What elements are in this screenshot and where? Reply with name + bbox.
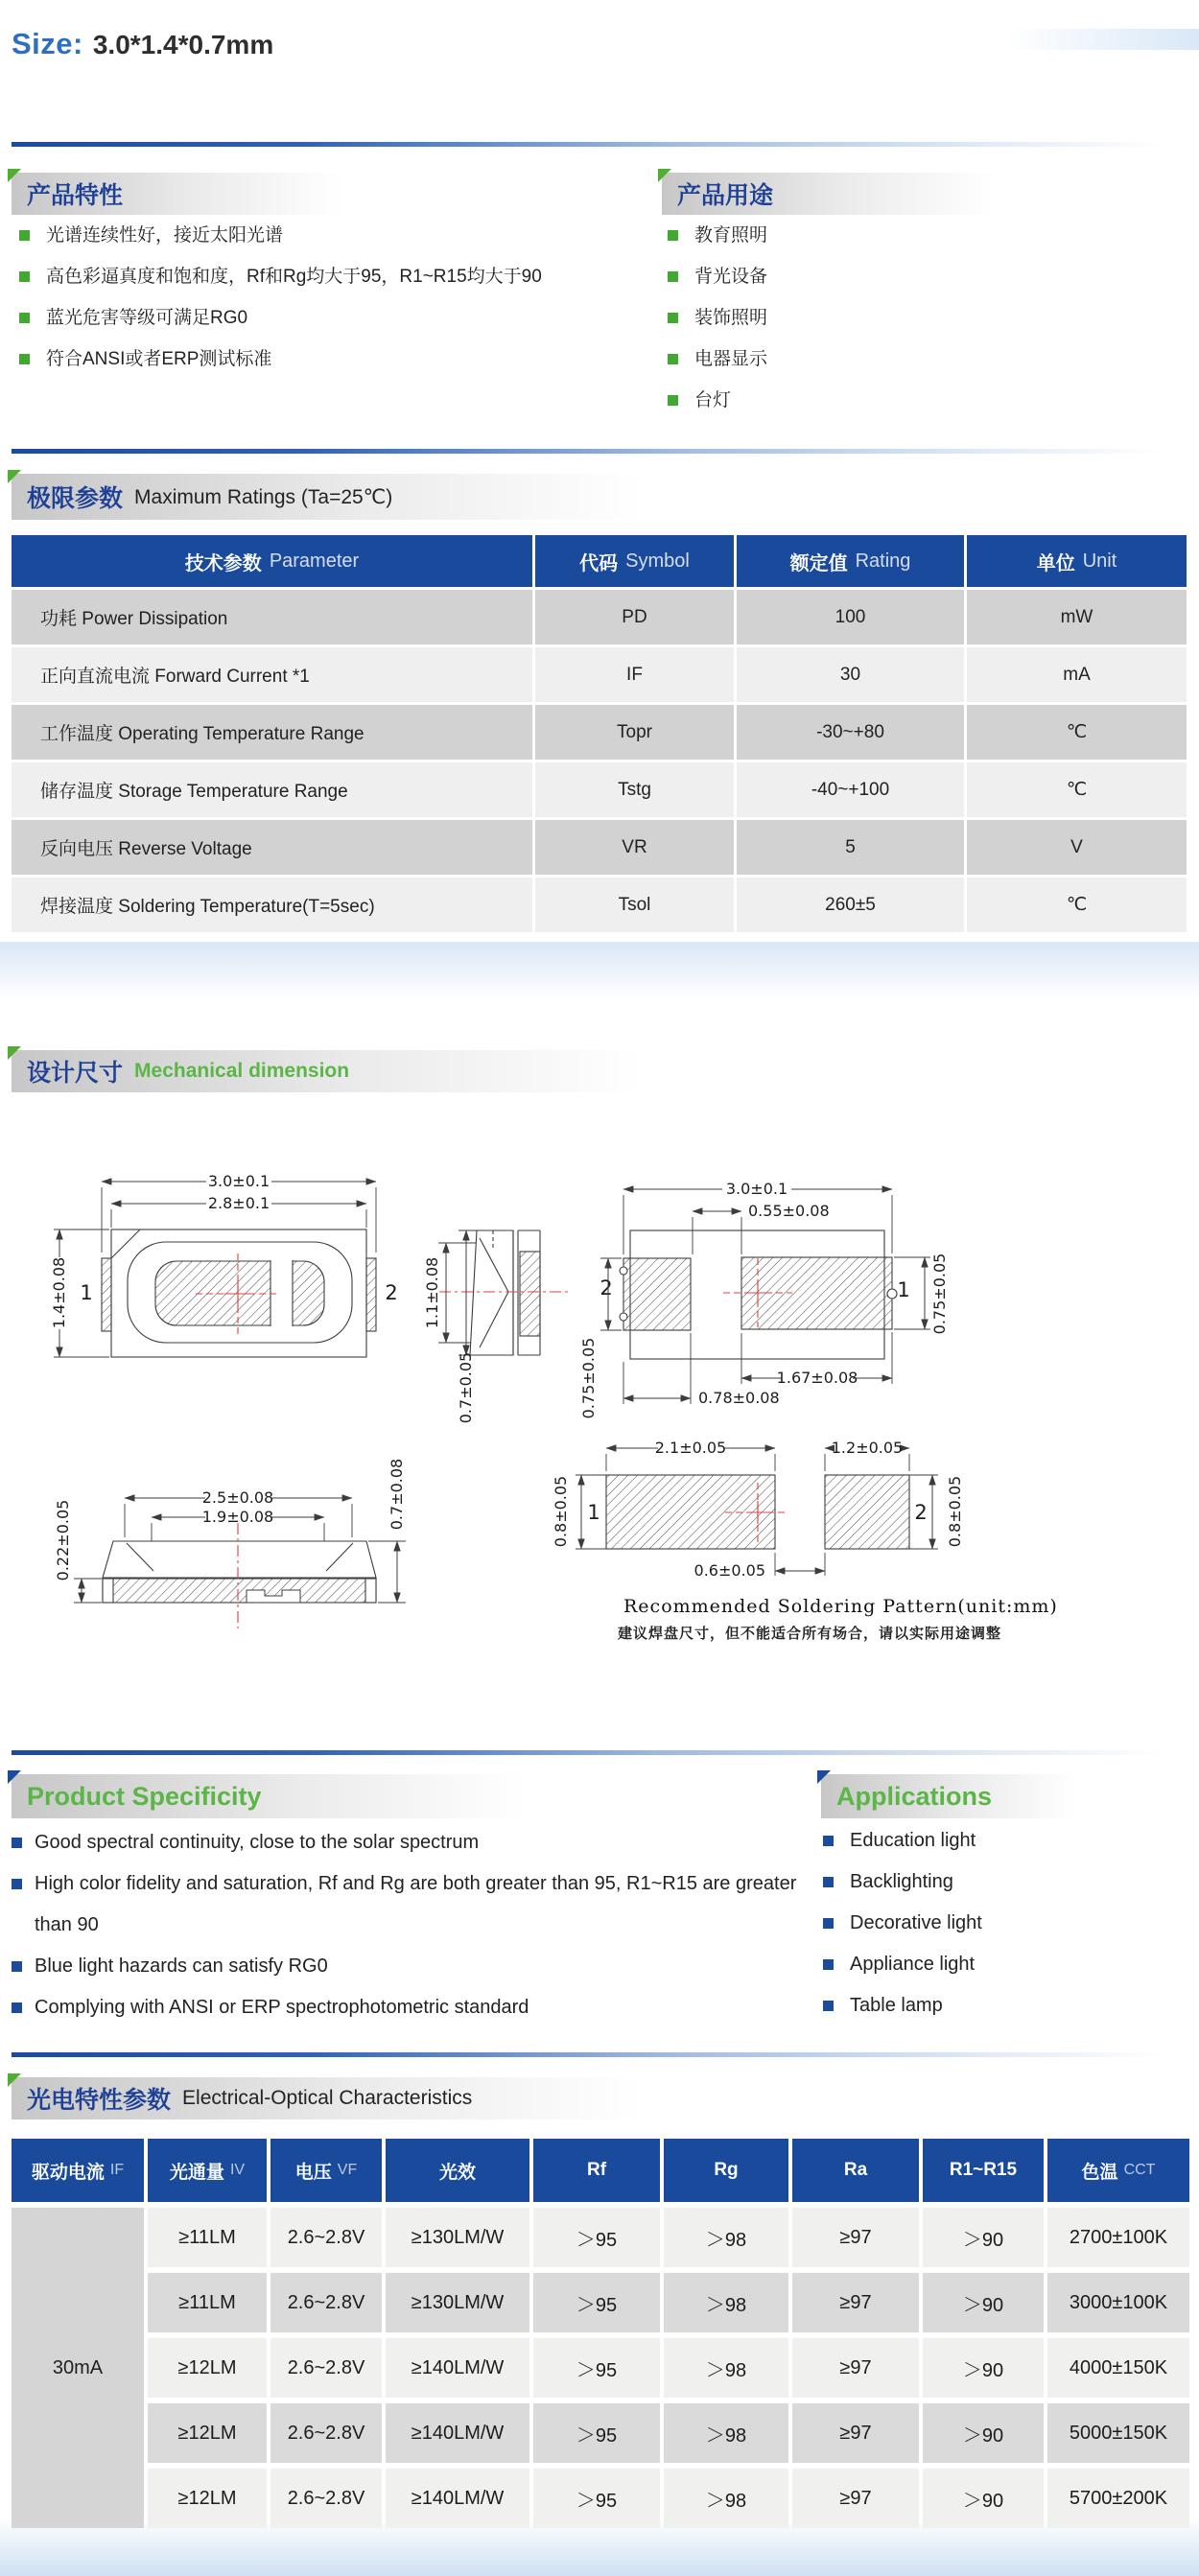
table-cell: Tsol (535, 878, 734, 932)
specificity-list (12, 1822, 822, 2028)
dim-label: 1.1±0.08 (423, 1256, 441, 1329)
uses-list (666, 215, 1069, 421)
use-text: 教育照明 (694, 225, 768, 246)
bullet-square-icon (668, 230, 678, 241)
list-item (821, 1820, 1166, 1862)
header-en: Unit (1082, 550, 1117, 572)
table-cell: ≥12LM (148, 2469, 267, 2528)
table-cell: ≥12LM (148, 2403, 267, 2463)
table-cell: 反向电压 Reverse Voltage (12, 820, 532, 875)
bullet-square-icon (12, 2002, 22, 2013)
bullet-square-icon (12, 1838, 22, 1848)
dim-label: 0.22±0.05 (54, 1499, 72, 1581)
column-header (737, 535, 964, 587)
spec-text: High color fidelity and saturation, Rf and Rg are both greater than 95, R1~R15 are greater than 90 (35, 1873, 797, 1935)
table-cell: ≥11LM (148, 2208, 267, 2267)
bullet-square-icon (19, 313, 30, 323)
table-cell: ＞95 (533, 2208, 660, 2267)
table-cell: IF (535, 647, 734, 702)
column-header (12, 2139, 144, 2202)
bullet-square-icon (668, 395, 678, 406)
header-en: IF (109, 2162, 125, 2178)
drawing-top-view (35, 1143, 428, 1373)
divider (12, 2052, 1187, 2057)
dim-label: 2.5±0.08 (201, 1488, 274, 1507)
corner-accent-icon (817, 1770, 831, 1784)
table-cell: ℃ (967, 705, 1187, 760)
solder-caption-cn: 建议焊盘尺寸，但不能适合所有场合，请以实际用途调整 (618, 1626, 1002, 1642)
application-text: Appliance light (850, 1954, 976, 1975)
table-cell: 5 (737, 820, 964, 875)
table-cell: ≥140LM/W (386, 2403, 529, 2463)
application-text: Backlighting (850, 1871, 953, 1892)
table-cell: 2.6~2.8V (270, 2208, 382, 2267)
header-en: VF (337, 2162, 358, 2178)
drive-current-cell: 30mA (12, 2208, 144, 2528)
header-cn: 技术参数 (184, 552, 262, 574)
table-cell: ＞90 (923, 2403, 1044, 2463)
header-cn: 额定值 (789, 552, 848, 574)
table-cell: 260±5 (737, 878, 964, 932)
header-cn: Rg (714, 2160, 739, 2180)
use-text: 背光设备 (694, 267, 768, 287)
pin-label: 2 (600, 1276, 613, 1300)
list-item (12, 339, 625, 380)
table-cell: 2.6~2.8V (270, 2273, 382, 2332)
pin-label: 1 (897, 1278, 910, 1301)
header-cn: Rf (586, 2160, 607, 2180)
pin-label: 1 (80, 1281, 93, 1304)
bullet-square-icon (823, 1918, 834, 1929)
corner-accent-icon (8, 2073, 21, 2087)
corner-accent-icon (658, 169, 671, 182)
bullet-square-icon (668, 271, 678, 282)
table-cell: 功耗 Power Dissipation (12, 590, 532, 644)
electro-title-cn: 光电特性参数 (27, 2087, 172, 2114)
column-header (270, 2139, 382, 2202)
table-cell: ≥130LM/W (386, 2273, 529, 2332)
table-cell: ≥97 (792, 2403, 919, 2463)
column-header (792, 2139, 919, 2202)
drawing-side-view (422, 1184, 595, 1426)
bullet-square-icon (19, 230, 30, 241)
dim-label: 3.0±0.1 (725, 1180, 788, 1198)
dim-label: 0.7±0.08 (388, 1458, 406, 1531)
list-item (12, 215, 625, 256)
header-cn: 单位 (1036, 552, 1075, 574)
table-cell: ℃ (967, 878, 1187, 932)
dim-label: 2.8±0.1 (207, 1194, 270, 1212)
dim-label: 0.8±0.05 (946, 1475, 964, 1548)
header-en: IV (229, 2162, 246, 2178)
corner-accent-icon (8, 1770, 21, 1784)
list-item (12, 1946, 822, 1987)
column-header (535, 535, 734, 587)
dim-label: 0.78±0.08 (698, 1389, 780, 1407)
table-cell: 2700±100K (1047, 2208, 1189, 2267)
drawing-solder-pattern (549, 1421, 1057, 1594)
dim-label: 0.75±0.05 (930, 1253, 949, 1335)
corner-accent-icon (8, 169, 21, 182)
dim-label: 1.67±0.08 (776, 1369, 858, 1387)
list-item (12, 256, 625, 297)
column-header (1047, 2139, 1189, 2202)
header-cn: 驱动电流 (31, 2162, 105, 2183)
table-cell: mA (967, 647, 1187, 702)
section-header-mechanical (12, 1050, 641, 1092)
list-item (666, 256, 1069, 297)
electro-title-en: Electrical-Optical Characteristics (182, 2087, 473, 2109)
table-cell: VR (535, 820, 734, 875)
dim-label: 1.9±0.08 (201, 1508, 274, 1526)
column-header (967, 535, 1187, 587)
header-cn: 色温 (1081, 2162, 1118, 2183)
bullet-square-icon (823, 2001, 834, 2011)
table-cell: ≥12LM (148, 2338, 267, 2398)
bullet-square-icon (19, 271, 30, 282)
feature-text: 高色彩逼真度和饱和度，Rf和Rg均大于95，R1~R15均大于90 (46, 267, 542, 287)
list-item (666, 339, 1069, 380)
section-header-features (12, 173, 343, 215)
column-header (664, 2139, 788, 2202)
section-header-electro (12, 2077, 641, 2119)
bullet-square-icon (823, 1836, 834, 1846)
bullet-square-icon (823, 1959, 834, 1970)
uses-title: 产品用途 (677, 182, 774, 209)
table-cell: 2.6~2.8V (270, 2403, 382, 2463)
corner-accent-icon (8, 470, 21, 483)
base-plate (103, 1579, 376, 1603)
spec-text: Good spectral continuity, close to the solar spectrum (35, 1832, 480, 1853)
table-cell: 5700±200K (1047, 2469, 1189, 2528)
use-text: 台灯 (694, 390, 732, 410)
table-cell: 2.6~2.8V (270, 2338, 382, 2398)
bullet-square-icon (12, 1961, 22, 1972)
use-text: 装饰照明 (694, 308, 768, 328)
led-body-outline (103, 1541, 376, 1578)
top-blue-streak (1007, 29, 1199, 50)
solder-caption-en: Recommended Soldering Pattern(unit:mm) (623, 1596, 1058, 1617)
section-header-applications (821, 1774, 1076, 1818)
divider (12, 142, 1187, 147)
column-header (533, 2139, 660, 2202)
pad-2 (623, 1258, 691, 1330)
table-cell: ≥97 (792, 2338, 919, 2398)
pin-label: 2 (914, 1501, 928, 1524)
table-cell: 30 (737, 647, 964, 702)
header-cn: R1~R15 (949, 2160, 1018, 2180)
mechanical-title-en: Mechanical dimension (134, 1060, 350, 1082)
table-cell: ＞95 (533, 2469, 660, 2528)
list-item (666, 297, 1069, 339)
table-cell: ＞95 (533, 2273, 660, 2332)
dim-label: 0.7±0.05 (457, 1351, 475, 1424)
use-text: 电器显示 (694, 349, 768, 369)
dim-label: 0.55±0.08 (748, 1202, 830, 1220)
list-item (12, 1863, 822, 1946)
table-cell: ＞90 (923, 2338, 1044, 2398)
dim-label: 0.6±0.05 (694, 1561, 765, 1580)
application-text: Table lamp (850, 1995, 943, 2016)
corner-accent-icon (8, 1046, 21, 1060)
mid-blue-wash (0, 942, 1199, 999)
list-item (821, 1862, 1166, 1903)
specificity-title: Product Specificity (27, 1781, 262, 1811)
application-text: Education light (850, 1830, 976, 1851)
feature-text: 符合ANSI或者ERP测试标准 (46, 349, 272, 369)
table-cell: ≥97 (792, 2469, 919, 2528)
table-cell: 工作温度 Operating Temperature Range (12, 705, 532, 760)
header-en: Rating (855, 550, 911, 572)
table-cell: ≥140LM/W (386, 2469, 529, 2528)
table-cell: ＞90 (923, 2273, 1044, 2332)
column-header (386, 2139, 529, 2202)
spec-text: Blue light hazards can satisfy RG0 (35, 1955, 328, 1977)
dim-label: 1.4±0.08 (50, 1256, 68, 1329)
electro-table (12, 2139, 1189, 2528)
table-cell: PD (535, 590, 734, 644)
table-cell: ＞90 (923, 2208, 1044, 2267)
table-cell: ＞98 (664, 2469, 788, 2528)
table-cell: ≥97 (792, 2273, 919, 2332)
mechanical-title-cn: 设计尺寸 (27, 1060, 124, 1087)
section-header-ratings (12, 474, 641, 520)
table-cell: -30~+80 (737, 705, 964, 760)
bullet-square-icon (823, 1877, 834, 1887)
dim-label: 0.75±0.05 (579, 1337, 598, 1419)
table-cell: 2.6~2.8V (270, 2469, 382, 2528)
table-cell: mW (967, 590, 1187, 644)
table-cell: 3000±100K (1047, 2273, 1189, 2332)
feature-text: 光谱连续性好，接近太阳光谱 (46, 225, 284, 246)
header-cn: Ra (843, 2160, 868, 2180)
list-item (12, 1822, 822, 1863)
bullet-square-icon (668, 354, 678, 364)
table-cell: ＞95 (533, 2403, 660, 2463)
table-cell: ≥140LM/W (386, 2338, 529, 2398)
ratings-table (12, 535, 1187, 932)
drawing-profile-view (35, 1427, 437, 1667)
header-cn: 光效 (438, 2162, 476, 2183)
table-cell: ＞90 (923, 2469, 1044, 2528)
size-label: Size: (12, 27, 83, 60)
list-item (666, 215, 1069, 256)
table-cell: ≥11LM (148, 2273, 267, 2332)
table-cell: 100 (737, 590, 964, 644)
column-header (12, 535, 532, 587)
table-cell: ＞95 (533, 2338, 660, 2398)
applications-title: Applications (836, 1781, 993, 1811)
table-cell: Topr (535, 705, 734, 760)
list-item (821, 1944, 1166, 1985)
table-cell: 正向直流电流 Forward Current *1 (12, 647, 532, 702)
table-cell: ≥130LM/W (386, 2208, 529, 2267)
solder-pad-2 (825, 1475, 909, 1549)
table-cell: ＞98 (664, 2208, 788, 2267)
divider (12, 449, 1187, 454)
list-item (821, 1903, 1166, 1944)
table-cell: 储存温度 Storage Temperature Range (12, 762, 532, 817)
list-item (12, 1987, 822, 2028)
bullet-square-icon (12, 1879, 22, 1889)
feature-text: 蓝光危害等级可满足RG0 (46, 308, 248, 328)
header-cn: 电压 (294, 2162, 332, 2183)
table-cell: 焊接温度 Soldering Temperature(T=5sec) (12, 878, 532, 932)
ratings-title-en: Maximum Ratings (Ta=25℃) (134, 485, 393, 508)
application-text: Decorative light (850, 1912, 982, 1933)
size-line (12, 27, 273, 61)
dim-label: 2.1±0.05 (654, 1439, 727, 1457)
dim-label: 3.0±0.1 (207, 1172, 270, 1190)
size-value: 3.0*1.4*0.7mm (92, 30, 274, 59)
section-header-uses (662, 173, 994, 215)
column-header (148, 2139, 267, 2202)
bullet-square-icon (19, 354, 30, 364)
list-item (666, 380, 1069, 421)
header-cn: 光通量 (169, 2162, 224, 2183)
pin-label: 1 (587, 1501, 600, 1524)
spec-text: Complying with ANSI or ERP spectrophotometric standard (35, 1997, 529, 2018)
table-cell: V (967, 820, 1187, 875)
header-en: Symbol (625, 550, 690, 572)
section-header-specificity (12, 1774, 526, 1818)
header-en: CCT (1123, 2162, 1156, 2178)
bullet-square-icon (668, 313, 678, 323)
table-cell: ＞98 (664, 2403, 788, 2463)
table-cell: ≥97 (792, 2208, 919, 2267)
dim-label: 1.2±0.05 (831, 1439, 904, 1457)
features-title: 产品特性 (27, 182, 124, 209)
table-cell: 5000±150K (1047, 2403, 1189, 2463)
table-cell: -40~+100 (737, 762, 964, 817)
table-cell: ＞98 (664, 2338, 788, 2398)
divider (12, 1750, 1187, 1755)
features-list (12, 215, 625, 380)
list-item (821, 1985, 1166, 2026)
header-cn: 代码 (579, 552, 619, 574)
drawing-bottom-view (574, 1143, 1058, 1431)
dim-label: 0.8±0.05 (552, 1475, 570, 1548)
ratings-title-cn: 极限参数 (27, 485, 124, 512)
pin-label: 2 (385, 1281, 398, 1304)
header-en: Parameter (269, 550, 360, 572)
table-cell: ＞98 (664, 2273, 788, 2332)
applications-list (821, 1820, 1166, 2026)
table-cell: ℃ (967, 762, 1187, 817)
table-cell: 4000±150K (1047, 2338, 1189, 2398)
column-header (923, 2139, 1044, 2202)
list-item (12, 297, 625, 339)
table-cell: Tstg (535, 762, 734, 817)
